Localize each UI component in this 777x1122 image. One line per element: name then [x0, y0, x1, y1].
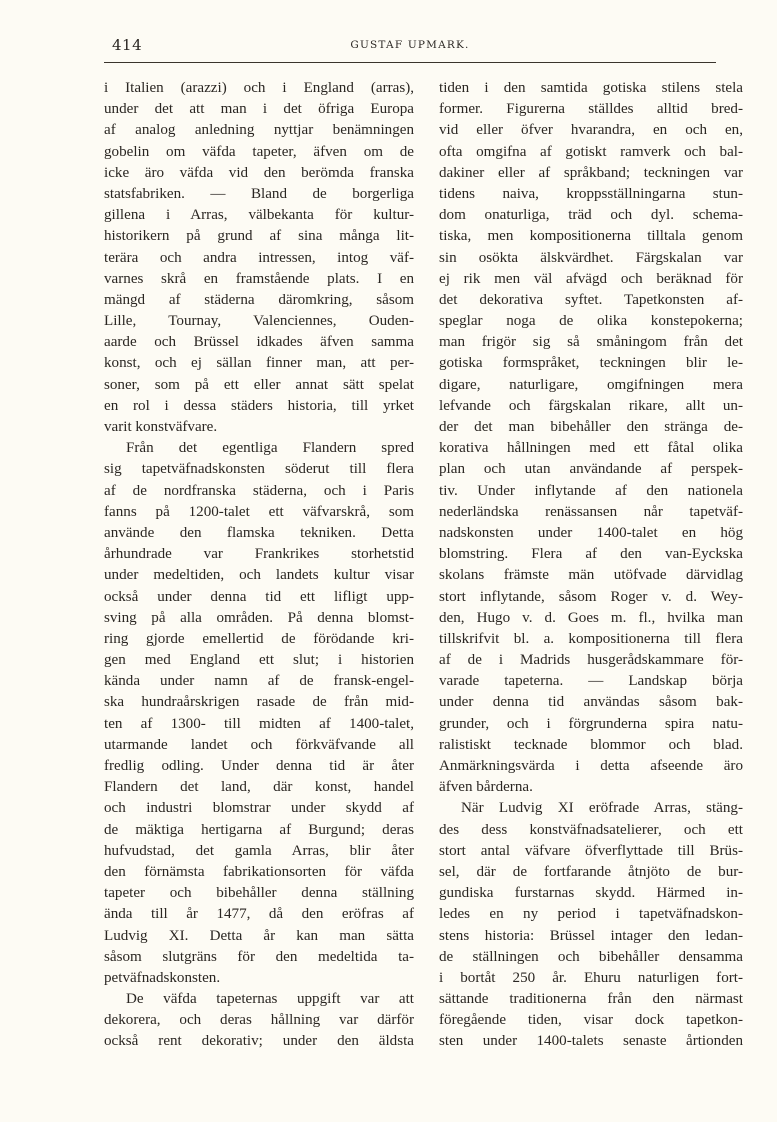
text-line: använde den flamska tekniken. Detta	[104, 524, 414, 541]
text-line: århundrade var Frankrikes storhetstid	[104, 546, 414, 563]
text-line: ten af 1300- till midten af 1400-talet,	[104, 715, 414, 732]
text-line: petväfnadskonsten.	[104, 969, 221, 986]
text-line: fredlig odling. Under denna tid är åter	[104, 758, 414, 774]
text-line: en rol i dessa städers historia, till yrket	[104, 397, 414, 414]
text-line: det dekorativa syftet. Tapetkonsten af-	[439, 291, 743, 308]
text-line: tapeter och bibehåller denna ställning	[104, 885, 414, 902]
text-line: ofta omgifna af gotiskt ramverk och bal-	[439, 143, 743, 160]
header-rule	[104, 62, 716, 63]
text-line: gen med England ett slut; i historien	[104, 652, 414, 669]
text-line: i bortåt 250 år. Ehuru naturligen fort-	[439, 969, 743, 986]
text-line: sten under 1400-talets senaste årtionden	[439, 1033, 743, 1050]
left-text-column	[104, 78, 414, 1053]
text-line: sin osökta älskvärdhet. Färgskalan var	[439, 249, 743, 266]
text-line: stort antal väfvare öfverflyttade till Brüs-	[439, 842, 743, 859]
text-line: gotiska formspråket, teckningen blir le-	[439, 355, 743, 372]
text-line: af de nordfranska städerna, och i Paris	[104, 482, 414, 499]
text-line: Anmärkningsvärda i detta afseende äro	[439, 758, 743, 774]
text-line: tiden i den samtida gotiska stilens stela	[439, 80, 743, 96]
text-line: vid eller öfver hvarandra, en och en,	[439, 122, 743, 139]
text-line: stens historia: Brüssel intager den ledan-	[439, 927, 743, 944]
text-line: under medeltiden, och landets kultur visar	[104, 567, 414, 584]
text-line: Flandern det land, där konst, handel	[104, 779, 414, 796]
text-line: sättande traditionerna från den närmast	[439, 991, 743, 1008]
text-line: stort inflytande, såsom Roger v. d. Wey-	[439, 588, 743, 605]
text-line: ända till år 1477, då den eröfras af	[104, 906, 414, 923]
text-line: Lille, Tournay, Valenciennes, Ouden-	[104, 313, 414, 330]
text-line: under denna tid användas såsom bak-	[439, 694, 743, 711]
text-line: De väfda tapeternas uppgift var att	[126, 991, 414, 1008]
text-line: plan och utan användande af perspek-	[439, 461, 743, 478]
text-line: af de i Madrids husgerådskammare för-	[439, 652, 743, 669]
text-line: tillskrifvit bl. a. kompositionerna till flera	[439, 630, 743, 647]
text-line: speglar noga de olika konstepokerna;	[439, 313, 743, 330]
text-line: statsfabriken. — Bland de borgerliga	[104, 185, 414, 202]
text-line: ej rik men väl afvägd och beräknad för	[439, 270, 743, 287]
text-line: ledes en ny period i tapetväfnadskon-	[439, 906, 743, 923]
text-line: des dess konstväfnadsatelierer, och ett	[439, 821, 743, 838]
text-line: den, Hugo v. d. Goes m. fl., hvilka man	[439, 609, 743, 626]
text-line: ralistiskt tecknade blommor och blad.	[439, 736, 743, 753]
text-line: nadskonsten under 1400-talet en hög	[439, 524, 743, 541]
running-head: GUSTAF UPMARK.	[350, 39, 470, 51]
page-header	[104, 36, 716, 60]
text-line: såsom slutgräns för den medeltida ta-	[104, 948, 414, 965]
text-line: skolans främste män utöfvade därvidlag	[439, 567, 743, 584]
page-number: 414	[112, 36, 143, 54]
text-line: föregående tiden, visar dock tapetkon-	[439, 1012, 743, 1029]
text-line: och industri blomstrar under skydd af	[104, 800, 414, 817]
text-line: grunder, och i förgrunderna spira natu-	[439, 715, 743, 732]
text-line: dekorera, och deras hållning var därför	[104, 1012, 414, 1029]
text-line: också under denna tid ett lifligt upp-	[104, 588, 414, 605]
text-line: blomstring. Flera af den van-Eyckska	[439, 546, 743, 563]
text-line: dom onaturliga, träd och dyl. schema-	[439, 207, 743, 224]
text-line: under det att man i det öfriga Europa	[104, 101, 414, 118]
text-line: fanns på 1200-talet ett väfvarskrå, som	[104, 503, 414, 520]
text-line: digare, naturligare, omgifningen mera	[439, 376, 743, 393]
text-line: gundiska furstarnas skydd. Härmed in-	[439, 885, 743, 902]
text-line: sving på alla områden. På denna blomst-	[104, 609, 414, 626]
text-line: sel, där de fortfarande åtnjöto de bur-	[439, 863, 743, 880]
text-line: När Ludvig XI eröfrade Arras, stäng-	[461, 800, 743, 817]
text-line: ska hundraårskrigen rasade de från mid-	[104, 694, 414, 711]
right-text-column	[439, 78, 743, 1053]
text-line: icke äro väfda vid den berömda franska	[104, 164, 414, 181]
text-line: nederländska renässansen når tapetväf-	[439, 503, 743, 520]
text-line: varit konstväfvare.	[104, 419, 218, 435]
text-line: den förnämsta fabrikationsorten för väfda	[104, 863, 414, 880]
text-line: sig tapetväfnadskonsten söderut till flera	[104, 461, 414, 478]
text-line: också rent dekorativ; under den äldsta	[104, 1033, 414, 1050]
text-line: varnes skrå en framstående plats. I en	[104, 270, 414, 287]
text-line: i Italien (arazzi) och i England (arras),	[104, 80, 414, 96]
text-line: äfven bårderna.	[439, 779, 533, 796]
text-line: hufvudstad, det gamla Arras, blir åter	[104, 842, 414, 859]
text-line: af analog anledning nyttjar benämningen	[104, 122, 414, 139]
text-line: terära och andra intressen, intog väf-	[104, 249, 414, 266]
text-line: man frigör sig så småningom från det	[439, 334, 743, 351]
text-line: tidens naiva, kroppsställningarna stun-	[439, 185, 743, 202]
text-line: lefvande och färgskalan rikare, allt un-	[439, 397, 743, 414]
text-line: gobelin om väfda tapeter, äfven om de	[104, 143, 414, 160]
text-line: Från det egentliga Flandern spred	[126, 440, 414, 457]
text-line: Ludvig XI. Detta år kan man sätta	[104, 927, 414, 944]
text-line: kända under namn af de fransk-engel-	[104, 673, 414, 690]
text-line: konst, och ej sällan finner man, att per-	[104, 355, 414, 372]
text-line: de ställningen och bibehåller densamma	[439, 948, 743, 965]
text-line: korativa hållningen med ett fåtal olika	[439, 440, 743, 457]
text-line: historikern på grund af sina många lit-	[104, 228, 414, 245]
text-line: de mäktiga hertigarna af Burgund; deras	[104, 821, 414, 838]
text-line: dakiner eller af språkband; teckningen var	[439, 164, 743, 181]
text-line: mängd af städerna däromkring, såsom	[104, 291, 414, 308]
text-line: tiv. Under inflytande af den nationela	[439, 482, 743, 499]
text-line: varade tapeterna. — Landskap börja	[439, 673, 743, 690]
text-line: der det man bibehåller den stränga de-	[439, 419, 743, 435]
text-line: soner, som på ett eller annat sätt spelat	[104, 376, 414, 393]
text-line: former. Figurerna ställdes alltid bred-	[439, 101, 743, 118]
text-line: ring gjorde emellertid de förödande kri-	[104, 630, 414, 647]
text-line: aarde och Brüssel idkades äfven samma	[104, 334, 414, 351]
text-line: gillena i Arras, välbekanta för kultur-	[104, 207, 414, 224]
text-line: utarmande landet och förkväfvande all	[104, 736, 414, 753]
text-line: tiska, men kompositionerna tilltala genom	[439, 228, 743, 245]
